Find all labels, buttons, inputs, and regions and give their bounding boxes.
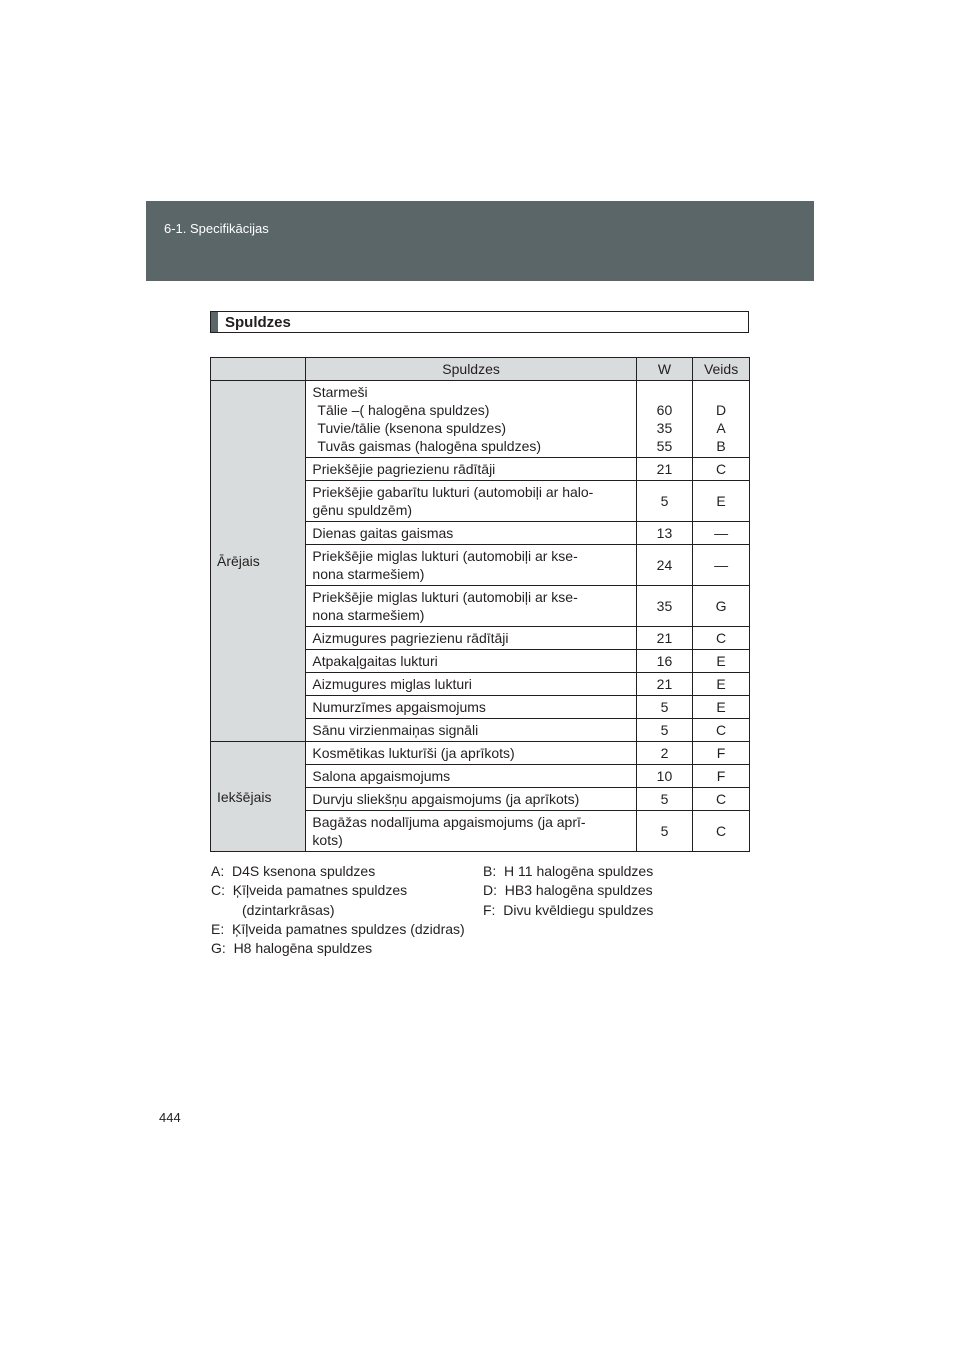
wattage-cell xyxy=(636,811,692,852)
type-value: — xyxy=(714,557,729,573)
wattage-cell xyxy=(636,742,692,765)
wattage-value: 21 xyxy=(656,461,673,477)
legend-item-a xyxy=(211,862,375,881)
wattage-cell xyxy=(636,381,692,458)
legend-key: E: xyxy=(211,921,225,937)
wattage-cell xyxy=(636,522,692,545)
bulb-name-line: Aizmugures pagriezienu rādītāji xyxy=(312,630,509,646)
bulb-name-cell xyxy=(306,719,636,742)
type-cell xyxy=(693,650,750,673)
table-header-row xyxy=(211,358,750,381)
bulb-name-cell xyxy=(306,458,636,481)
table-row xyxy=(211,381,750,458)
legend-item-b xyxy=(483,862,653,881)
bulb-name-cell xyxy=(306,522,636,545)
table-row xyxy=(211,742,750,765)
wattage-cell xyxy=(636,545,692,586)
type-cell xyxy=(693,458,750,481)
bulb-name-line: kots) xyxy=(312,832,343,848)
bulb-name-line: Dienas gaitas gaismas xyxy=(312,525,454,541)
bulb-name-cell xyxy=(306,673,636,696)
wattage-value: 5 xyxy=(660,722,669,738)
wattage-cell xyxy=(636,696,692,719)
bulb-name-line: Tuvie/tālie (ksenona spuldzes) xyxy=(317,420,506,436)
wattage-value: 5 xyxy=(660,699,669,715)
bulb-name-line: gēnu spuldzēm) xyxy=(312,502,413,518)
type-value: E xyxy=(716,676,726,692)
type-value: D xyxy=(716,402,727,418)
bulb-name-line: Sānu virzienmaiņas signāli xyxy=(312,722,479,738)
legend-text: Ķīļveida pamatnes spuldzes xyxy=(232,882,408,898)
section-title-bar xyxy=(211,312,218,332)
wattage-value: 55 xyxy=(656,438,673,454)
wattage-value: 10 xyxy=(656,768,673,784)
legend-key: C: xyxy=(211,882,225,898)
bulb-name-cell xyxy=(306,381,636,458)
legend-key: G: xyxy=(211,940,226,956)
page-number: 444 xyxy=(159,1110,181,1125)
group-label: Ārējais xyxy=(211,381,306,742)
legend-key: B: xyxy=(483,863,497,879)
legend-item-c xyxy=(211,881,407,900)
bulb-name-line: Salona apgaismojums xyxy=(312,768,451,784)
legend-text: Ķīļveida pamatnes spuldzes (dzidras) xyxy=(232,921,465,937)
type-value: A xyxy=(716,420,726,436)
bulb-name-cell xyxy=(306,586,636,627)
bulb-name-line: Numurzīmes apgaismojums xyxy=(312,699,486,715)
bulb-name-line: nona starmešiem) xyxy=(312,607,425,623)
wattage-cell xyxy=(636,586,692,627)
type-cell xyxy=(693,522,750,545)
header-name: Spuldzes xyxy=(306,358,636,381)
type-cell xyxy=(693,788,750,811)
wattage-value: 16 xyxy=(656,653,673,669)
bulb-name-cell xyxy=(306,696,636,719)
bulb-name-line: Bagāžas nodalījuma apgaismojums (ja aprī- xyxy=(312,814,586,830)
type-cell xyxy=(693,696,750,719)
wattage-value: 5 xyxy=(660,823,669,839)
legend-text: H 11 halogēna spuldzes xyxy=(504,863,654,879)
header-group xyxy=(211,358,306,381)
bulb-name-cell xyxy=(306,650,636,673)
section-title: Spuldzes xyxy=(225,314,291,331)
table-body xyxy=(211,381,750,852)
header-band xyxy=(146,201,814,281)
group-label: Iekšējais xyxy=(211,742,306,852)
legend-key: F: xyxy=(483,902,496,918)
bulb-name-line: Durvju sliekšņu apgaismojums (ja aprīkots) xyxy=(312,791,580,807)
header-type: Veids xyxy=(693,358,750,381)
type-cell xyxy=(693,673,750,696)
type-value: E xyxy=(716,699,726,715)
legend-text: D4S ksenona spuldzes xyxy=(232,863,376,879)
wattage-cell xyxy=(636,458,692,481)
wattage-cell xyxy=(636,765,692,788)
bulb-name-cell xyxy=(306,811,636,852)
bulb-name-line: Priekšējie miglas lukturi (automobiļi ar kse- xyxy=(312,548,578,564)
bulb-name-cell xyxy=(306,765,636,788)
type-cell xyxy=(693,742,750,765)
type-value: E xyxy=(716,653,726,669)
legend-key: A: xyxy=(211,863,225,879)
type-value: F xyxy=(716,768,726,784)
bulbs-table xyxy=(210,357,750,852)
wattage-value: 35 xyxy=(656,420,673,436)
wattage-value: 5 xyxy=(660,791,669,807)
bulb-name-line: Priekšējie miglas lukturi (automobiļi ar kse- xyxy=(312,589,578,605)
type-cell xyxy=(693,481,750,522)
legend-text: (dzintarkrāsas) xyxy=(242,902,335,918)
bulb-name-line: Priekšējie gabarītu lukturi (automobiļi ar halo- xyxy=(312,484,594,500)
type-value: C xyxy=(716,791,727,807)
bulb-name-cell xyxy=(306,788,636,811)
wattage-cell xyxy=(636,673,692,696)
bulb-name-cell xyxy=(306,627,636,650)
type-cell xyxy=(693,811,750,852)
wattage-value: 5 xyxy=(660,493,669,509)
wattage-value: 21 xyxy=(656,630,673,646)
section-label: 6-1. Specifikācijas xyxy=(164,221,269,236)
wattage-cell xyxy=(636,650,692,673)
type-cell xyxy=(693,627,750,650)
legend-text: HB3 halogēna spuldzes xyxy=(504,882,653,898)
type-value: G xyxy=(715,598,727,614)
header-w: W xyxy=(636,358,692,381)
legend-text: Divu kvēldiegu spuldzes xyxy=(503,902,654,918)
legend-item-e xyxy=(211,920,465,939)
legend-item-d xyxy=(483,881,653,900)
bulb-name-cell xyxy=(306,545,636,586)
type-cell xyxy=(693,545,750,586)
type-value: C xyxy=(716,630,727,646)
bulb-name-cell xyxy=(306,742,636,765)
wattage-value: 13 xyxy=(656,525,673,541)
legend-item-c-continued xyxy=(242,901,335,920)
bulb-name-line: Tālie –( halogēna spuldzes) xyxy=(317,402,490,418)
type-value: B xyxy=(716,438,726,454)
bulb-name-line: Aizmugures miglas lukturi xyxy=(312,676,472,692)
type-value: F xyxy=(716,745,726,761)
wattage-value: 21 xyxy=(656,676,673,692)
type-value: C xyxy=(716,722,727,738)
type-value: E xyxy=(716,493,726,509)
bulb-name-line: Kosmētikas lukturīši (ja aprīkots) xyxy=(312,745,515,761)
type-value: C xyxy=(716,461,727,477)
bulb-name-line: Atpakaļgaitas lukturi xyxy=(312,653,438,669)
wattage-cell xyxy=(636,627,692,650)
legend-item-f xyxy=(483,901,653,920)
wattage-value: 35 xyxy=(656,598,673,614)
section-title-box xyxy=(210,311,749,333)
type-cell xyxy=(693,719,750,742)
type-cell xyxy=(693,586,750,627)
wattage-cell xyxy=(636,481,692,522)
wattage-cell xyxy=(636,788,692,811)
type-cell xyxy=(693,765,750,788)
legend-text: H8 halogēna spuldzes xyxy=(233,940,373,956)
bulb-name-line: Priekšējie pagriezienu rādītāji xyxy=(312,461,496,477)
wattage-cell xyxy=(636,719,692,742)
bulb-name-line: nona starmešiem) xyxy=(312,566,425,582)
type-cell xyxy=(693,381,750,458)
bulb-name-line: Tuvās gaismas (halogēna spuldzes) xyxy=(317,438,542,454)
type-value: C xyxy=(716,823,727,839)
bulb-name-cell xyxy=(306,481,636,522)
wattage-value: 60 xyxy=(656,402,673,418)
legend-key: D: xyxy=(483,882,497,898)
wattage-value: 2 xyxy=(660,745,669,761)
type-value: — xyxy=(714,525,729,541)
legend-item-g xyxy=(211,939,372,958)
wattage-value: 24 xyxy=(656,557,673,573)
bulb-name-line: Starmeši xyxy=(312,384,368,400)
